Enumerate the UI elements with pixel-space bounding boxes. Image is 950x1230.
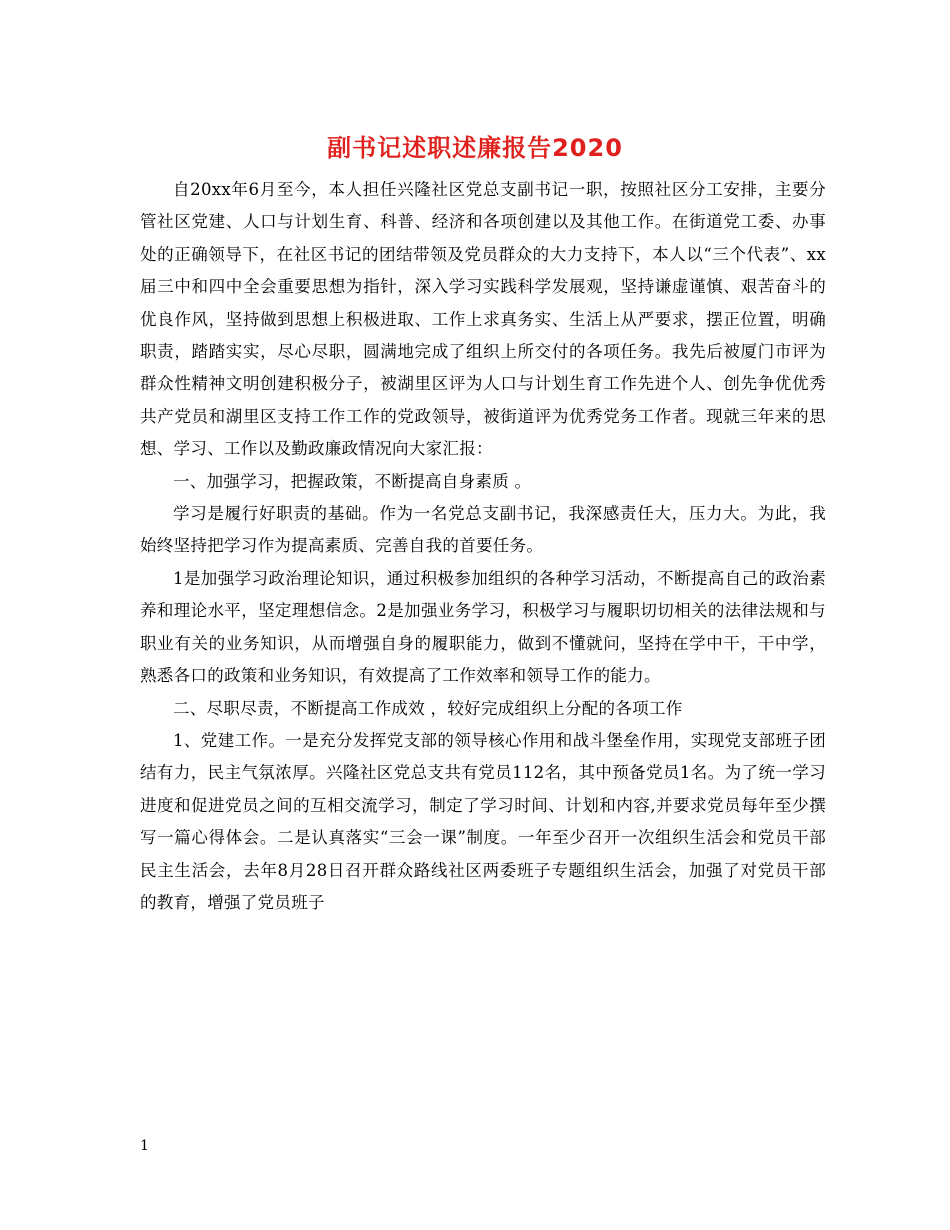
paragraph-party-building: 1、党建工作。一是充分发挥党支部的领导核心作用和战斗堡垒作用，实现党支部班子团结有力，民主气氛浓厚。兴隆社区党总支共有党员112名，其中预备党员1名。为了统一学习进度和促进党员之间的互相交流学习，制定了学习时间、计划和内容,并要求党员每年至少撰写一篇心得体会。二是认真落实“三会一课”制度。一年至少召开一次组织生活会和党员干部民主生活会，去年8月28日召开群众路线社区两委班子专题组织生活会，加强了对党员干部的教育，增强了党员班子 <box>140 730 826 912</box>
section-heading-2: 二、尽职尽责，不断提高工作成效 ，较好完成组织上分配的各项工作 <box>173 698 683 718</box>
paragraph-study-details: 1是加强学习政治理论知识，通过积极参加组织的各种学习活动，不断提高自己的政治素养和理论水平，坚定理想信念。2是加强业务学习，积极学习与履职切切相关的法律法规和与职业有关的业务知识，从而增强自身的履职能力，做到不懂就问，坚持在学中干，干中学，熟悉各口的政策和业务知识，有效提高了工作效率和领导工作的能力。 <box>140 568 826 686</box>
paragraph-study: 学习是履行好职责的基础。作为一名党总支副书记，我深感责任大，压力大。为此，我始终坚持把学习作为提高素质、完善自我的首要任务。 <box>140 504 826 556</box>
page-number: 1 <box>140 1138 149 1154</box>
paragraph-intro: 自20xx年6月至今，本人担任兴隆社区党总支副书记一职，按照社区分工安排，主要分管社区党建、人口与计划生育、科普、经济和各项创建以及其他工作。在街道党工委、办事处的正确领导下，在社区书记的团结带领及党员群众的大力支持下，本人以“三个代表”、xx届三中和四中全会重要思想为指针，深入学习实践科学发展观，坚持谦虚谨慎、艰苦奋斗的优良作风，坚持做到思想上积极进取、工作上求真务实、生活上从严要求，摆正位置，明确职责，踏踏实实，尽心尽职，圆满地完成了组织上所交付的各项任务。我先后被厦门市评为群众性精神文明创建积极分子，被湖里区评为人口与计划生育工作先进个人、创先争优优秀共产党员和湖里区支持工作工作的党政领导，被街道评为优秀党务工作者。现就三年来的思想、学习、工作以及勤政廉政情况向大家汇报： <box>140 180 826 459</box>
document-body <box>140 174 826 919</box>
document-title: 副书记述职述廉报告2020 <box>327 134 623 162</box>
section-heading-1: 一、加强学习，把握政策，不断提高自身素质 。 <box>173 471 532 491</box>
